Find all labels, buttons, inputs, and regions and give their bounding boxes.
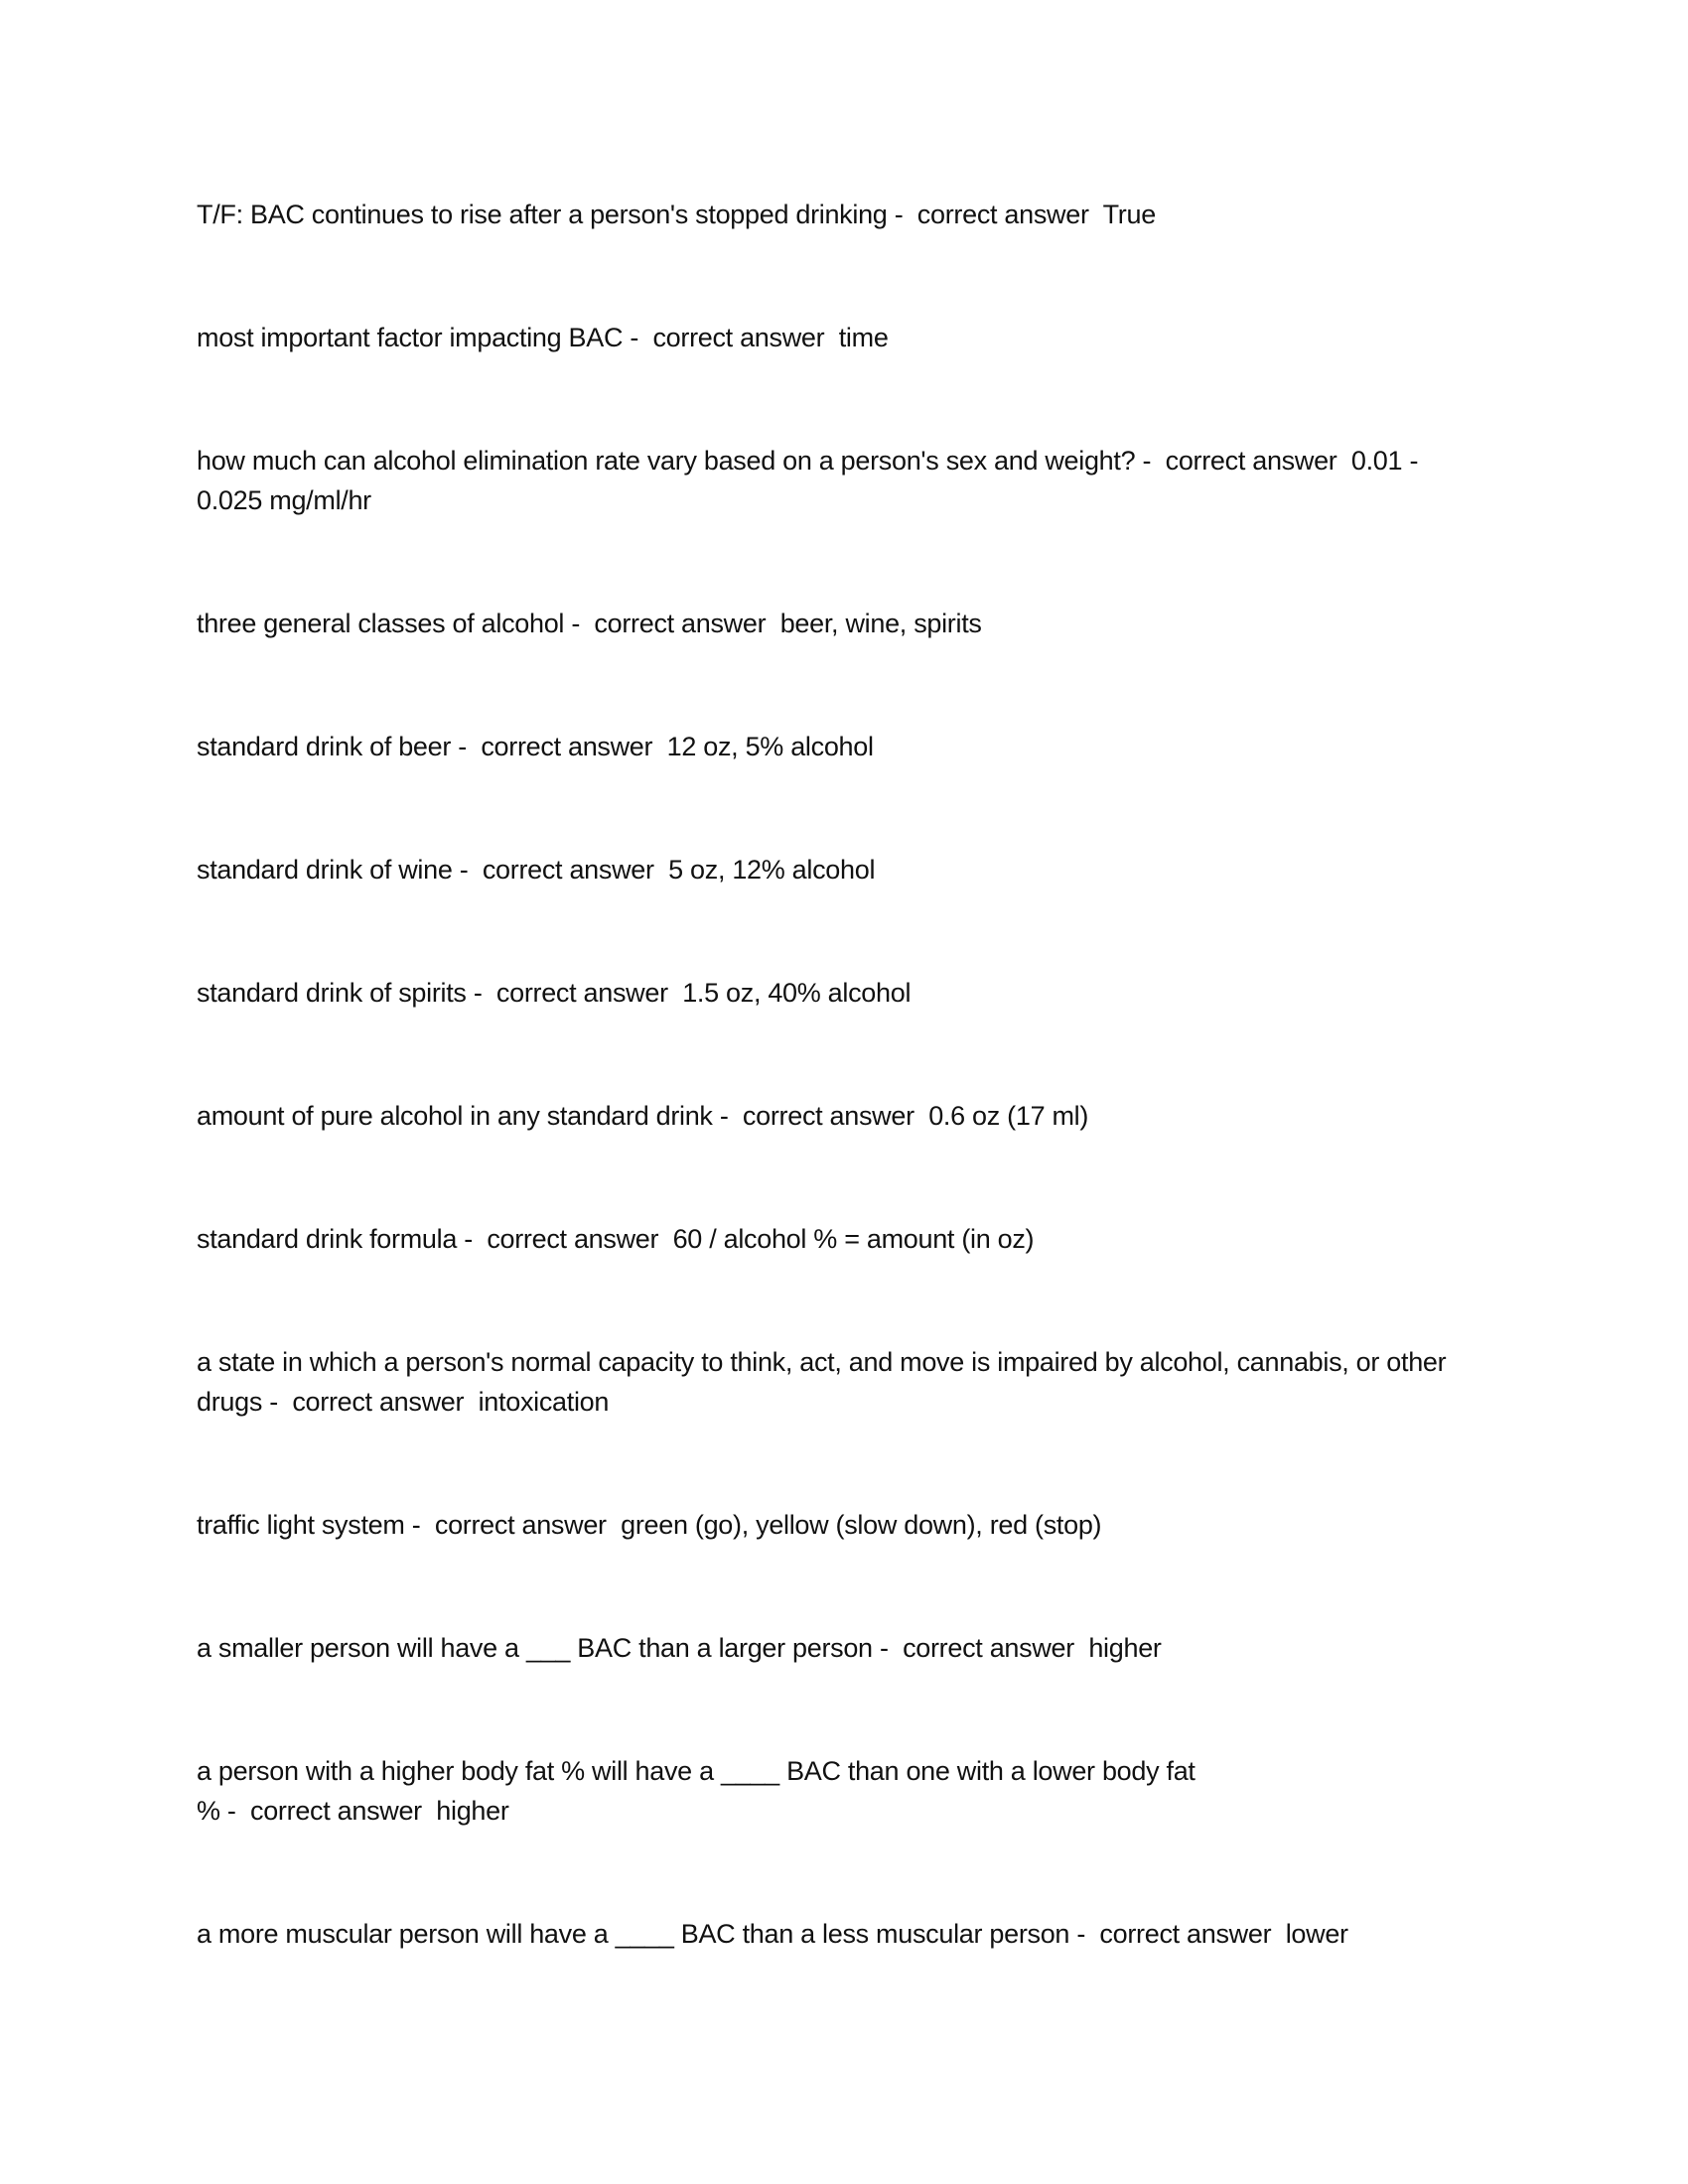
answer-text: higher	[1088, 1633, 1162, 1663]
qa-entry	[197, 973, 911, 1013]
answer-separator: - correct answer	[623, 323, 839, 352]
qa-entry	[197, 1342, 1477, 1422]
qa-entry	[197, 1096, 1088, 1136]
question-text: amount of pure alcohol in any standard drink	[197, 1101, 713, 1131]
question-text: most important factor impacting BAC	[197, 323, 624, 352]
qa-entry	[197, 727, 874, 766]
qa-entry	[197, 1628, 1162, 1668]
question-text: a person with a higher body fat % will have a ____ BAC than one with a lower body fat %	[197, 1756, 1202, 1826]
question-text: three general classes of alcohol	[197, 609, 565, 638]
answer-separator: - correct answer	[219, 1796, 437, 1826]
qa-entry	[197, 1219, 1034, 1259]
qa-entry	[197, 1505, 1101, 1545]
qa-entry	[197, 604, 982, 643]
question-text: standard drink formula	[197, 1224, 458, 1254]
answer-text: time	[838, 323, 889, 352]
answer-text: True	[1102, 200, 1156, 229]
answer-separator: - correct answer	[712, 1101, 929, 1131]
qa-entry	[197, 195, 1156, 234]
qa-entry	[197, 441, 1477, 520]
answer-text: 60 / alcohol % = amount (in oz)	[672, 1224, 1035, 1254]
answer-text: green (go), yellow (slow down), red (stop)	[621, 1510, 1102, 1540]
answer-text: higher	[436, 1796, 509, 1826]
answer-separator: - correct answer	[452, 855, 669, 885]
answer-separator: - correct answer	[451, 732, 667, 761]
qa-entry	[197, 1751, 1477, 1831]
question-text: traffic light system	[197, 1510, 405, 1540]
answer-text: beer, wine, spirits	[779, 609, 982, 638]
qa-entry	[197, 318, 889, 357]
answer-text: 1.5 oz, 40% alcohol	[682, 978, 912, 1008]
answer-separator: - correct answer	[262, 1387, 479, 1417]
qa-entry	[197, 1914, 1348, 1954]
question-text: standard drink of spirits	[197, 978, 467, 1008]
question-text: standard drink of wine	[197, 855, 453, 885]
answer-text: 12 oz, 5% alcohol	[666, 732, 874, 761]
answer-separator: - correct answer	[1135, 446, 1351, 476]
qa-entry	[197, 850, 875, 889]
question-text: T/F: BAC continues to rise after a person's stopped drinking	[197, 200, 888, 229]
question-text: a smaller person will have a ___ BAC than a larger person	[197, 1633, 873, 1663]
question-text: standard drink of beer	[197, 732, 452, 761]
answer-separator: - correct answer	[872, 1633, 1089, 1663]
answer-text: 0.01 - 0.025 mg/ml/hr	[197, 446, 1426, 515]
answer-separator: - correct answer	[887, 200, 1103, 229]
answer-separator: - correct answer	[564, 609, 780, 638]
answer-separator: - correct answer	[457, 1224, 673, 1254]
answer-text: 0.6 oz (17 ml)	[928, 1101, 1089, 1131]
answer-separator: - correct answer	[466, 978, 683, 1008]
answer-separator: - correct answer	[404, 1510, 622, 1540]
question-text: a state in which a person's normal capacity to think, act, and move is impaired by alcohol, cannabis, or other drugs	[197, 1347, 1454, 1417]
answer-separator: - correct answer	[1069, 1919, 1286, 1949]
answer-text: 5 oz, 12% alcohol	[668, 855, 876, 885]
question-text: a more muscular person will have a ____ BAC than a less muscular person	[197, 1919, 1070, 1949]
answer-text: intoxication	[478, 1387, 610, 1417]
answer-text: lower	[1285, 1919, 1348, 1949]
question-text: how much can alcohol elimination rate vary based on a person's sex and weight?	[197, 446, 1136, 476]
